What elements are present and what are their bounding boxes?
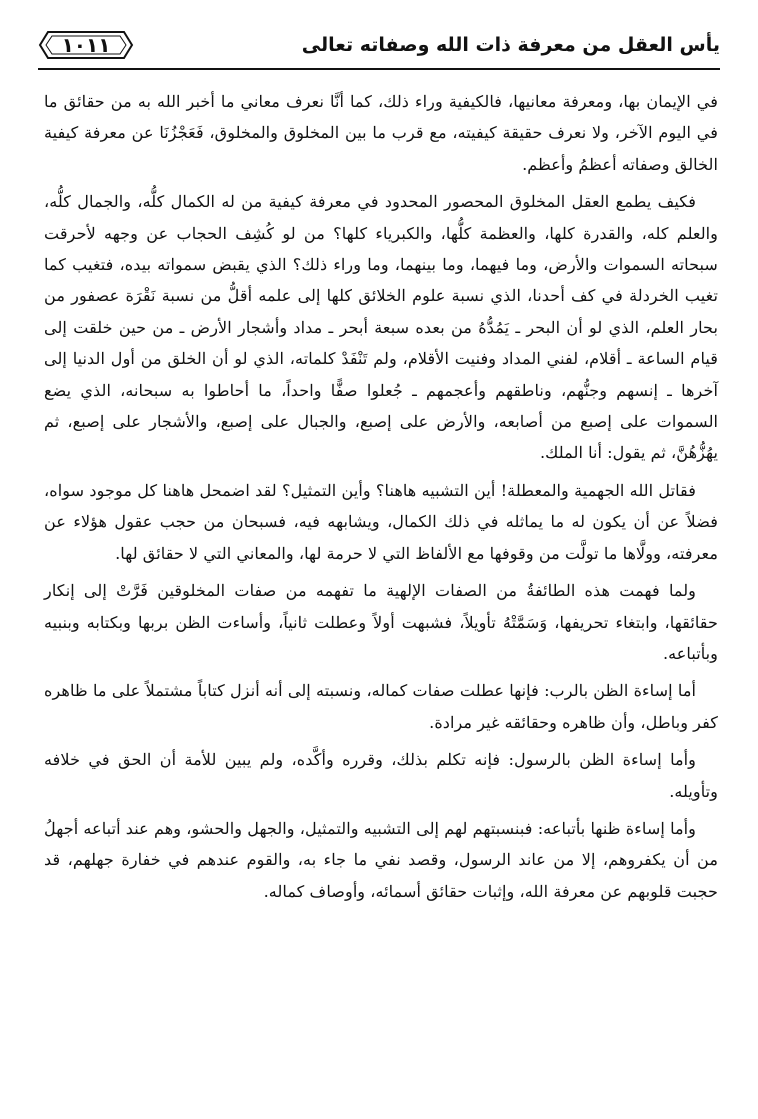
paragraph: وأما إساءة الظن بالرسول: فإنه تكلم بذلك، وقرره وأكَّده، ولم يبين للأمة أن الحق في خلافه وتأويله. <box>44 750 718 801</box>
paragraph: أما إساءة الظن بالرب: فإنها عطلت صفات كماله، ونسبته إلى أنه أنزل كتاباً مشتملاً على ما ظاهره كفر وباطل، وأن ظاهره وحقائقه غير مرادة. <box>44 681 718 732</box>
paragraph: وأما إساءة ظنها بأتباعه: فبنسبتهم لهم إلى التشبيه والتمثيل، والجهل والحشو، وهم عند أتباعه أجهلُ من أن يكفروهم، إلا من عاند الرسول، وقصد نفي ما جاء به، والقوم عندهم في خفارة جهلهم، قد حجبت قلوبهم عن معرفة الله، وإثبات حقائق أسمائه، وأوصاف كماله. <box>44 818 718 901</box>
page-header <box>38 28 720 72</box>
running-title: يأس العقل من معرفة ذات الله وصفاته تعالى <box>301 34 720 56</box>
page-number: ١٠١١ <box>61 33 111 57</box>
header-rule <box>38 68 720 70</box>
body-text <box>44 86 718 913</box>
paragraph: فقاتل الله الجهمية والمعطلة! أين التشبيه هاهنا؟ وأين التمثيل؟ لقد اضمحل هاهنا كل موجود سواه، فضلاً عن أن يكون له ما يماثله في ذلك الكمال، ويشابهه فيه، فسبحان من حجب عقول هؤلاء عن معرفته، وولَّاها ما تولَّت من وقوفها مع الألفاظ التي لا حرمة لها، والمعاني التي لا حقائق لها. <box>44 480 718 563</box>
paragraph: فكيف يطمع العقل المخلوق المحصور المحدود في معرفة كيفية من له الكمال كلُّه، والجمال كلُّه، والعلم كله، والقدرة كلها، والعظمة كلُّها، والكبرياء كلها؟ من لو كُشِف الحجاب عن وجهه لأحرقت سبحاته السموات والأرض، وما فيهما، وما بينهما، وما وراء ذلك؟ الذي يقبض سمواته بيده، فتغيب كما تغيب الخردلة في كف أحدنا، الذي نسبة علوم الخلائق كلها إلى علمه أقلُّ من نسبة نَقْرَة عصفور من بحار العلم، الذي لو أن البحر ـ يَمُدُّهُ من بعده سبعة أبحر ـ مداد وأشجار الأرض ـ من حين خلقت إلى قيام الساعة ـ أقلام، لفني المداد وفنيت الأقلام، ولم تَنْفَدْ كلماته، الذي لو أن الخلق من أول الدنيا إلى آخرها ـ إنسهم وجنُّهم، وناطقهم وأعجمهم ـ جُعلوا صفًّا واحداً، ما أحاطوا به سبحانه، الذي يضع السموات على إصبع من أصابعه، والأرض على إصبع، والجبال على إصبع، والأشجار على إصبع، ثم يهُزُّهُنَّ، ثم يقول: أنا الملك. <box>44 192 718 463</box>
page-number-frame <box>38 30 134 60</box>
paragraph: في الإيمان بها، ومعرفة معانيها، فالكيفية وراء ذلك، كما أنَّا نعرف معاني ما أخبر الله به من حقائق ما في اليوم الآخر، ولا نعرف حقيقة كيفيته، مع قرب ما بين المخلوق والمخلوق، فَعَجْزُنَا عن معرفة كيفية الخالق وصفاته أعظمُ وأعظم. <box>44 92 718 174</box>
paragraph: ولما فهمت هذه الطائفةُ من الصفات الإلهية ما تفهمه من صفات المخلوقين فَرَّتْ إلى إنكار حقائقها، وابتغاء تحريفها، وَسَمَّتْهُ تأويلاً، فشبهت أولاً وعطلت ثانياً، وأساءت الظن بربها وبكتابه وبنبيه وبأتباعه. <box>44 581 718 663</box>
